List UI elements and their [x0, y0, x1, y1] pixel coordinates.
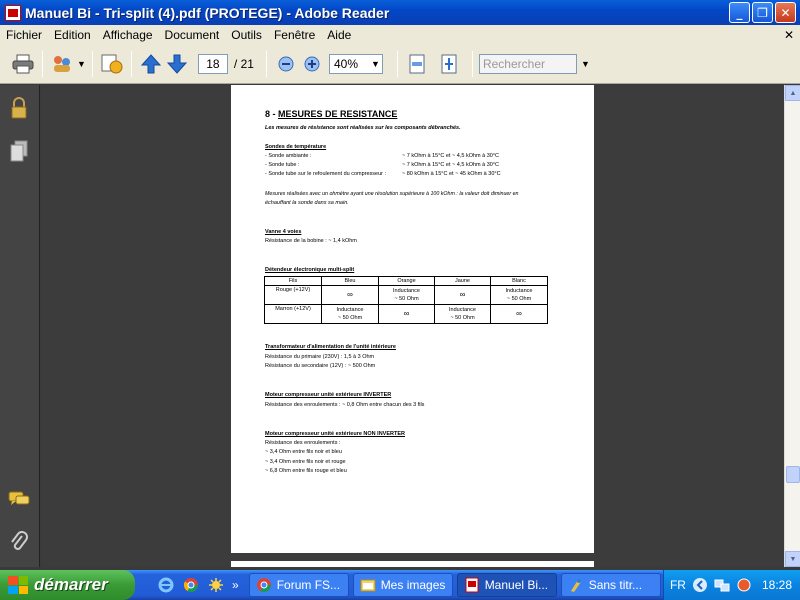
pages-icon[interactable]	[8, 140, 30, 162]
table-header: Jaune	[435, 277, 491, 286]
vanne-text: Résistance de la bobine : ~ 1,4 kOhm	[265, 238, 357, 244]
menu-edition[interactable]: Edition	[54, 28, 91, 42]
section-title-sondes: Sondes de température	[265, 144, 327, 150]
noninverter-text: ~ 3,4 Ohm entre fils noir et bleu	[265, 449, 342, 455]
table-header: Bleu	[322, 277, 379, 286]
sign-icon[interactable]	[99, 51, 125, 77]
scroll-down-icon[interactable]: ▼	[785, 551, 800, 567]
fit-page-icon[interactable]	[436, 51, 462, 77]
section-title-noninverter: Moteur compresseur unité extérieure NON INVERTER	[265, 431, 405, 437]
intro-text: Les mesures de résistance sont réalisées sur les composants débranchés.	[265, 125, 461, 131]
adobe-reader-icon	[5, 5, 21, 21]
sonde-value: ~ 7 kOhm à 15°C et ~ 4,5 kOhm à 30°C	[402, 162, 500, 168]
toolbar-divider	[397, 51, 398, 77]
transfo-text: Résistance du secondaire (12V) : ~ 500 Ohm	[265, 363, 376, 369]
sonde-note: échauffant la sonde dans sa main.	[265, 200, 349, 206]
table-cell: Inductance ~ 50 Ohm	[491, 286, 548, 305]
detendeur-table	[264, 276, 548, 324]
network-icon[interactable]	[714, 577, 730, 593]
scroll-thumb[interactable]	[786, 466, 800, 483]
table-cell: Inductance ~ 50 Ohm	[379, 286, 435, 305]
print-icon[interactable]	[10, 51, 36, 77]
sonde-label: - Sonde ambiante :	[265, 153, 312, 159]
taskbar-item-forum[interactable]: Forum FS...	[249, 573, 349, 597]
zoom-out-icon[interactable]	[273, 51, 299, 77]
previous-page-icon[interactable]	[138, 51, 164, 77]
sonde-note: Mesures réalisées avec un ohmètre ayant une résolution supérieure à 100 kOhm : la valeur doit diminuer en	[265, 191, 519, 197]
table-cell: ∞	[379, 305, 435, 324]
sun-app-icon[interactable]	[206, 575, 226, 595]
menu-fenetre[interactable]: Fenêtre	[273, 28, 316, 42]
table-cell: ∞	[435, 286, 491, 305]
table-cell: ∞	[322, 286, 379, 305]
collaborate-icon[interactable]	[49, 51, 75, 77]
taskbar-item-paint[interactable]: Sans titr...	[561, 573, 661, 597]
toolbar-divider	[42, 51, 43, 77]
start-label: démarrer	[34, 575, 108, 594]
document-view[interactable]	[41, 85, 784, 567]
attachment-icon[interactable]	[8, 531, 30, 553]
menu-bar	[0, 25, 800, 45]
menu-affichage[interactable]: Affichage	[102, 28, 153, 42]
close-button[interactable]: ✕	[775, 2, 796, 23]
menu-aide[interactable]: Aide	[327, 28, 352, 42]
table-cell: Inductance ~ 50 Ohm	[322, 305, 379, 324]
taskbar-item-mes-images[interactable]: Mes images	[353, 573, 453, 597]
vertical-scrollbar[interactable]	[784, 85, 800, 567]
search-options-icon[interactable]: ▼	[580, 59, 590, 69]
maximize-button[interactable]: ❐	[752, 2, 773, 23]
sonde-value: ~ 7 kOhm à 15°C et ~ 4,5 kOhm à 30°C	[402, 153, 500, 159]
sonde-label: - Sonde tube sur le refoulement du compresseur :	[265, 171, 387, 177]
toolbar-divider	[92, 51, 93, 77]
page-number-input[interactable]: 18	[198, 54, 228, 74]
sonde-value: ~ 80 kOhm à 15°C et ~ 45 kOhm à 30°C	[402, 171, 501, 177]
section-title-vanne: Vanne 4 voies	[265, 229, 302, 235]
menu-fichier[interactable]: Fichier	[6, 28, 43, 42]
comments-icon[interactable]	[8, 489, 30, 511]
start-button[interactable]	[0, 570, 135, 600]
table-row	[265, 305, 548, 324]
transfo-text: Résistance du primaire (230V) : 1,5 à 3 Ohm	[265, 354, 375, 360]
table-header-row	[265, 277, 548, 286]
chrome-icon	[256, 577, 272, 593]
taskbar	[0, 570, 800, 600]
inverter-text: Résistance des enroulements : ~ 0,8 Ohm entre chacun des 3 fils	[265, 402, 425, 408]
folder-icon	[360, 577, 376, 593]
table-cell: Rouge (+12V)	[265, 286, 322, 305]
document-close-icon[interactable]: ✕	[783, 28, 794, 42]
toolbar-divider	[131, 51, 132, 77]
table-cell: ∞	[491, 305, 548, 324]
clock: 18:28	[761, 578, 792, 592]
menu-outils[interactable]: Outils	[231, 28, 262, 42]
fit-width-icon[interactable]	[404, 51, 430, 77]
window-title: Manuel Bi - Tri-split (4).pdf (PROTEGE) - Adobe Reader	[25, 4, 390, 21]
language-indicator[interactable]: FR	[669, 578, 686, 592]
section-title-detendeur: Détendeur électronique multi-split	[265, 267, 355, 273]
chrome-icon[interactable]	[181, 575, 201, 595]
next-page-icon[interactable]	[164, 51, 190, 77]
adobe-reader-icon	[464, 577, 480, 593]
minimize-button[interactable]: _	[729, 2, 750, 23]
windows-logo-icon	[8, 576, 28, 594]
system-tray	[663, 570, 800, 600]
table-header: Fils	[265, 277, 322, 286]
toolbar-divider	[472, 51, 473, 77]
page-count: / 21	[233, 57, 254, 71]
menu-document[interactable]: Document	[164, 28, 220, 42]
zoom-select[interactable]: 40% ▼	[329, 54, 383, 74]
noninverter-text: ~ 3,4 Ohm entre fils noir et rouge	[265, 459, 346, 465]
noninverter-text: ~ 6,8 Ohm entre fils rouge et bleu	[265, 468, 347, 474]
search-input[interactable]: Rechercher	[479, 54, 577, 74]
table-row	[265, 286, 548, 305]
title-bar[interactable]	[0, 0, 800, 25]
quicklaunch-overflow[interactable]: »	[232, 578, 239, 592]
navigation-pane	[0, 85, 40, 567]
pdf-page	[231, 85, 594, 553]
zoom-in-icon[interactable]	[299, 51, 325, 77]
security-icon[interactable]	[736, 577, 752, 593]
table-header: Orange	[379, 277, 435, 286]
scroll-up-icon[interactable]: ▲	[785, 85, 800, 101]
paint-icon	[568, 577, 584, 593]
toolbar	[0, 45, 800, 84]
taskbar-item-manuel[interactable]: Manuel Bi...	[457, 573, 557, 597]
page-heading: 8 - MESURES DE RESISTANCE	[265, 109, 398, 119]
next-pdf-page	[231, 561, 594, 567]
internet-explorer-icon[interactable]	[156, 575, 176, 595]
zoom-dropdown-icon[interactable]: ▼	[371, 59, 380, 69]
chevron-down-icon[interactable]: ▼	[77, 59, 86, 69]
sonde-label: - Sonde tube :	[265, 162, 300, 168]
table-cell: Marron (+12V)	[265, 305, 322, 324]
lock-icon[interactable]	[8, 97, 30, 119]
table-cell: Inductance ~ 50 Ohm	[435, 305, 491, 324]
table-header: Blanc	[491, 277, 548, 286]
toolbar-divider	[266, 51, 267, 77]
tray-expand-icon[interactable]	[692, 577, 708, 593]
section-title-inverter: Moteur compresseur unité extérieure INVERTER	[265, 392, 392, 398]
noninverter-text: Résistance des enroulements :	[265, 440, 341, 446]
section-title-transfo: Transformateur d'alimentation de l'unité intérieure	[265, 344, 396, 350]
